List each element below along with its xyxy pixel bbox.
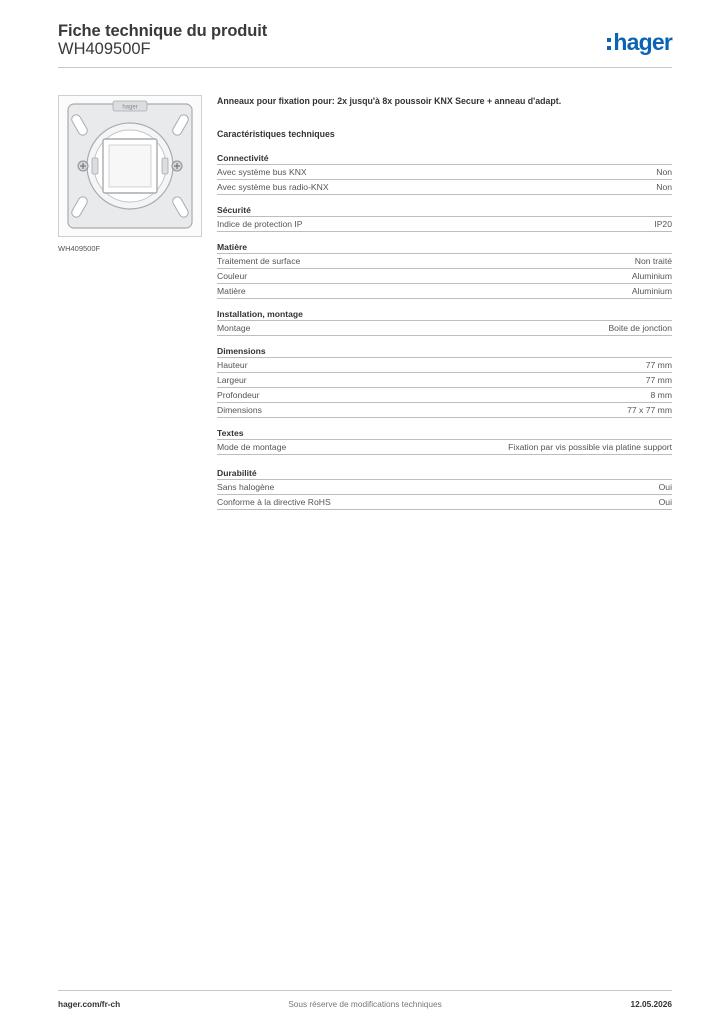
spec-label: Avec système bus KNX [217, 167, 307, 177]
document-title: Fiche technique du produit [58, 22, 268, 40]
spec-label: Matière [217, 286, 246, 296]
spec-group-title: Durabilité [217, 467, 672, 480]
spec-group-title: Matière [217, 241, 672, 254]
spec-value: IP20 [654, 219, 672, 229]
spec-label: Conforme à la directive RoHS [217, 497, 331, 507]
spec-row [217, 495, 672, 510]
spec-row [217, 321, 672, 336]
spec-group-security [217, 204, 672, 232]
spec-group-installation [217, 308, 672, 336]
spec-label: Montage [217, 323, 251, 333]
spec-value: Aluminium [631, 271, 672, 281]
logo-colon-icon [607, 38, 611, 50]
spec-label: Sans halogène [217, 482, 275, 492]
spec-label: Avec système bus radio-KNX [217, 182, 329, 192]
specs-heading: Caractéristiques techniques [217, 129, 335, 139]
spec-group-title: Dimensions [217, 345, 672, 358]
spec-row [217, 180, 672, 195]
spec-group-title: Connectivité [217, 152, 672, 165]
spec-value: Oui [658, 497, 672, 507]
spec-row [217, 269, 672, 284]
spec-value: Boite de jonction [608, 323, 672, 333]
spec-row [217, 388, 672, 403]
spec-row [217, 480, 672, 495]
spec-value: Oui [658, 482, 672, 492]
spec-row [217, 284, 672, 299]
spec-label: Hauteur [217, 360, 248, 370]
spec-value: 77 mm [645, 375, 672, 385]
document-header [58, 20, 672, 68]
footer-date: 12.05.2026 [630, 999, 672, 1009]
spec-group-dimensions [217, 345, 672, 418]
spec-group-connectivity [217, 152, 672, 195]
mounting-frame-image [58, 95, 202, 237]
spec-group-material [217, 241, 672, 299]
spec-row [217, 254, 672, 269]
spec-label: Traitement de surface [217, 256, 301, 266]
logo-wordmark: hager [613, 28, 672, 55]
spec-row [217, 358, 672, 373]
spec-label: Indice de protection IP [217, 219, 303, 229]
product-description: Anneaux pour fixation pour: 2x jusqu'à 8x poussoir KNX Secure + anneau d'adapt. [217, 96, 562, 106]
hager-logo [607, 28, 672, 56]
spec-group-durability [217, 467, 672, 510]
spec-group-texts [217, 427, 672, 455]
mounting-frame-icon [59, 96, 201, 236]
spec-row [217, 217, 672, 232]
document-footer [58, 990, 672, 1010]
spec-value: Aluminium [631, 286, 672, 296]
spec-label: Dimensions [217, 405, 262, 415]
spec-value: Fixation par vis possible via platine support [508, 442, 672, 452]
spec-value: 77 x 77 mm [627, 405, 672, 415]
spec-label: Largeur [217, 375, 247, 385]
product-content [217, 96, 672, 510]
spec-value: Non [656, 167, 672, 177]
spec-label: Profondeur [217, 390, 260, 400]
spec-row [217, 373, 672, 388]
spec-value: 8 mm [650, 390, 672, 400]
spec-label: Mode de montage [217, 442, 287, 452]
spec-row [217, 440, 672, 455]
spec-value: Non [656, 182, 672, 192]
footer-notice: Sous réserve de modifications techniques [288, 999, 442, 1009]
footer-website-link[interactable]: hager.com/fr-ch [58, 999, 121, 1009]
spec-label: Couleur [217, 271, 248, 281]
spec-value: 77 mm [645, 360, 672, 370]
spec-group-title: Installation, montage [217, 308, 672, 321]
image-brand-label: hager [122, 104, 138, 111]
spec-row [217, 403, 672, 418]
image-caption: WH409500F [58, 244, 101, 253]
spec-group-title: Sécurité [217, 204, 672, 217]
spec-row [217, 165, 672, 180]
spec-group-title: Textes [217, 427, 672, 440]
spec-value: Non traité [634, 256, 672, 266]
product-reference: WH409500F [58, 40, 151, 58]
